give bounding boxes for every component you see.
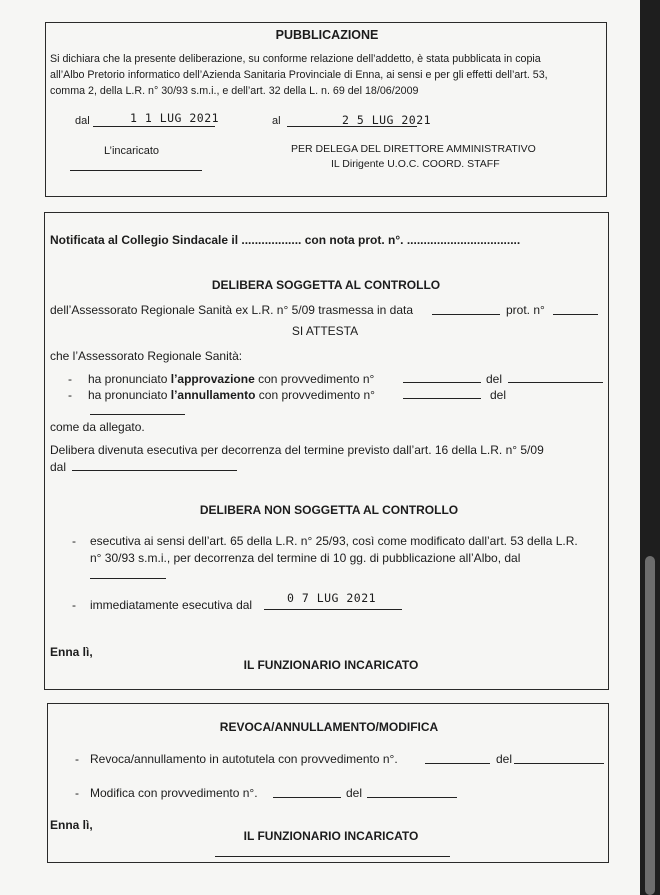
publication-body-line1: Si dichiara che la presente deliberazione, su conforme relazione dell’addetto, è stata pubblicata in copia bbox=[50, 53, 541, 65]
approval-bold: l’approvazione bbox=[170, 372, 255, 386]
assessorato-line: dell’Assessorato Regionale Sanità ex L.R. n° 5/09 trasmessa in data bbox=[50, 303, 413, 317]
notified-line: Notificata al Collegio Sindacale il .................. con nota prot. n°. .................................. bbox=[50, 233, 521, 247]
executive-line: Delibera divenuta esecutiva per decorrenza del termine previsto dall’art. 16 della L.R. n° 5/09 bbox=[50, 443, 544, 457]
revocation-del-label: del bbox=[496, 752, 513, 766]
revocation-official: IL FUNZIONARIO INCARICATO bbox=[243, 829, 419, 843]
exec-item-bullet: - bbox=[72, 534, 76, 548]
revocation-number-line bbox=[425, 763, 490, 764]
exec-item-line2: n° 30/93 s.m.i., per decorrenza del termine di 10 gg. di pubblicazione all’Albo, dal bbox=[90, 551, 521, 565]
control-place: Enna lì, bbox=[50, 645, 93, 659]
revocation-item2: Modifica con provvedimento n°. bbox=[90, 786, 258, 800]
from-date-line bbox=[93, 126, 215, 127]
immediate-label: immediatamente esecutiva dal bbox=[90, 598, 253, 612]
annulment-del-label: del bbox=[490, 388, 507, 402]
approval-item-bullet: - bbox=[68, 372, 72, 386]
annulment-bold: l’annullamento bbox=[170, 388, 256, 402]
revocation-signature-line bbox=[215, 856, 450, 857]
non-subject-control-title: DELIBERA NON SOGGETTA AL CONTROLLO bbox=[199, 503, 459, 517]
to-date-stamp: 2 5 LUG 2021 bbox=[342, 113, 432, 127]
revocation-title: REVOCA/ANNULLAMENTO/MODIFICA bbox=[219, 720, 439, 734]
revocation-item1: Revoca/annullamento in autotutela con provvedimento n°. bbox=[90, 752, 398, 766]
immediate-date-line bbox=[264, 609, 402, 610]
subject-control-title: DELIBERA SOGGETTA AL CONTROLLO bbox=[211, 278, 441, 292]
annulment-date-line bbox=[90, 414, 185, 415]
approval-del-label: del bbox=[486, 372, 503, 386]
revocation-date-line bbox=[514, 763, 604, 764]
revocation-item1-bullet: - bbox=[75, 752, 79, 766]
from-date-stamp: 1 1 LUG 2021 bbox=[130, 111, 220, 125]
control-official: IL FUNZIONARIO INCARICATO bbox=[243, 658, 419, 672]
revocation-item2-bullet: - bbox=[75, 786, 79, 800]
from-label: dal bbox=[75, 115, 90, 127]
approval-suffix: con provvedimento n° bbox=[258, 372, 375, 386]
officer-label: L’incaricato bbox=[104, 145, 160, 157]
delegate-line1: PER DELEGA DEL DIRETTORE AMMINISTRATIVO bbox=[291, 143, 536, 155]
approval-prefix: ha pronunciato bbox=[88, 372, 168, 386]
assessorato-intro: che l’Assessorato Regionale Sanità: bbox=[50, 349, 243, 363]
si-attesta: SI ATTESTA bbox=[291, 324, 359, 338]
immediate-date-stamp: 0 7 LUG 2021 bbox=[287, 591, 377, 605]
delegate-line2: IL Dirigente U.O.C. COORD. STAFF bbox=[331, 158, 500, 170]
to-label: al bbox=[272, 115, 281, 127]
approval-date-line bbox=[508, 382, 603, 383]
approval-item bbox=[88, 372, 374, 386]
approval-number-line bbox=[403, 382, 481, 383]
prot-number-line bbox=[553, 314, 598, 315]
annulment-number-line bbox=[403, 398, 481, 399]
annulment-suffix: con provvedimento n° bbox=[258, 388, 375, 402]
come-da-allegato: come da allegato. bbox=[50, 420, 145, 434]
publication-body-line2: all’Albo Pretorio informatico dell’Azienda Sanitaria Provinciale di Enna, ai sensi e per gli effetti dell’art. 53, bbox=[50, 69, 548, 81]
officer-signature-line bbox=[70, 170, 202, 171]
modification-del-label: del bbox=[346, 786, 363, 800]
executive-date-line bbox=[72, 470, 237, 471]
annulment-prefix: ha pronunciato bbox=[88, 388, 168, 402]
immediate-bullet: - bbox=[72, 598, 76, 612]
prot-label: prot. n° bbox=[506, 303, 545, 317]
exec-date-line bbox=[90, 578, 166, 579]
modification-date-line bbox=[367, 797, 457, 798]
publication-body-line3: comma 2, della L.R. n° 30/93 s.m.i., e dell’art. 32 della L. n. 69 del 18/06/2009 bbox=[50, 85, 419, 97]
revocation-place: Enna lì, bbox=[50, 818, 93, 832]
transmission-date-line bbox=[432, 314, 500, 315]
scrollbar-thumb[interactable] bbox=[645, 556, 655, 895]
annulment-item bbox=[88, 388, 375, 402]
publication-title: PUBBLICAZIONE bbox=[275, 28, 379, 42]
executive-dal-label: dal bbox=[50, 460, 67, 474]
annulment-item-bullet: - bbox=[68, 388, 72, 402]
exec-item-line1: esecutiva ai sensi dell’art. 65 della L.R. n° 25/93, così come modificato dall’art. 53 della L.R. bbox=[90, 534, 578, 548]
scrollbar-track[interactable] bbox=[640, 0, 660, 895]
modification-number-line bbox=[273, 797, 341, 798]
